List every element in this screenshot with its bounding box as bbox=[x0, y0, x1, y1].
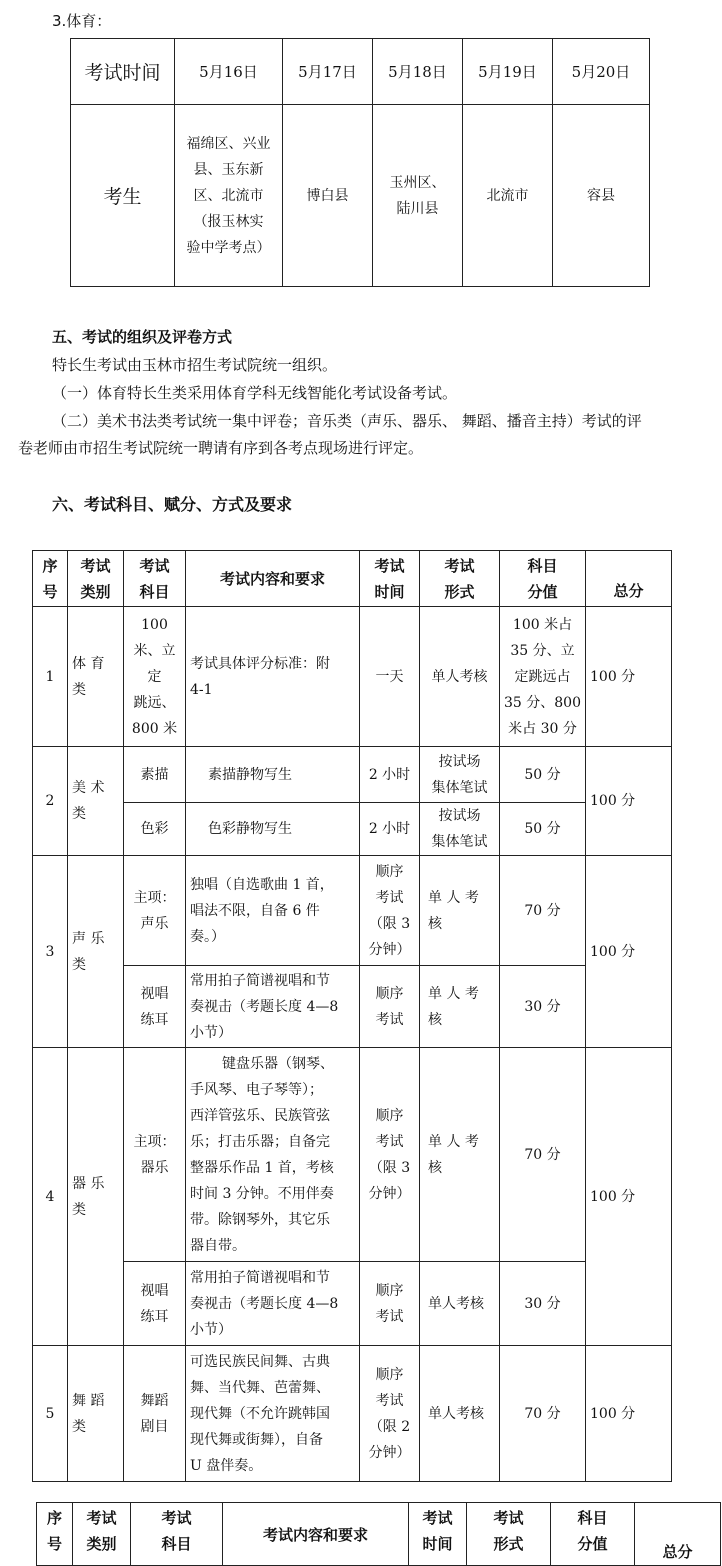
date-cell: 5月16日 bbox=[175, 39, 283, 105]
exam-subjects-table bbox=[32, 550, 672, 1482]
category-cell: 器 乐 类 bbox=[68, 1048, 124, 1346]
format-cell: 单 人 考 核 bbox=[420, 856, 500, 966]
region-cell: 北流市 bbox=[463, 105, 553, 287]
sports-exam-schedule-table bbox=[70, 38, 650, 287]
table-row bbox=[33, 803, 672, 856]
format-cell: 单 人 考 核 bbox=[420, 1048, 500, 1262]
time-cell: 2 小时 bbox=[360, 803, 420, 856]
header-time: 考试 时间 bbox=[409, 1503, 467, 1566]
section5-paragraph: （二）美术书法类考试统一集中评卷；音乐类（声乐、器乐、 舞蹈、播音主持）考试的评 bbox=[52, 412, 642, 430]
header-total: 总分 bbox=[586, 551, 672, 607]
section5-paragraph: 卷老师由市招生考试院统一聘请有序到各考点现场进行评定。 bbox=[18, 439, 424, 457]
score-cell: 50 分 bbox=[500, 803, 586, 856]
header-time: 考试 时间 bbox=[360, 551, 420, 607]
content-cell: 键盘乐器（钢琴、 手风琴、电子琴等）； 西洋管弦乐、民族管弦 乐；打击乐器；自备完 整器乐作品 1 首，考核 时间 3 分钟。不用伴奏 带。除钢琴外，其它乐 器自带。 bbox=[186, 1048, 360, 1262]
seq-cell: 2 bbox=[33, 747, 68, 856]
time-cell: 顺序 考试 （限 3 分钟） bbox=[360, 1048, 420, 1262]
next-page-table-header bbox=[36, 1502, 721, 1566]
total-cell: 100 分 bbox=[586, 607, 672, 747]
subject-cell: 100 米、立 定 跳远、 800 米 bbox=[124, 607, 186, 747]
format-cell: 单人考核 bbox=[420, 1346, 500, 1482]
total-cell: 100 分 bbox=[586, 1346, 672, 1482]
score-cell: 70 分 bbox=[500, 856, 586, 966]
content-cell: 常用拍子简谱视唱和节 奏视击（考题长度 4—8 小节） bbox=[186, 1262, 360, 1346]
format-cell: 单人考核 bbox=[420, 607, 500, 747]
table-row bbox=[33, 1346, 672, 1482]
format-cell: 按试场 集体笔试 bbox=[420, 747, 500, 803]
subject-cell: 色彩 bbox=[124, 803, 186, 856]
category-cell: 美 术 类 bbox=[68, 747, 124, 856]
header-subject: 考试 科目 bbox=[131, 1503, 223, 1566]
header-content: 考试内容和要求 bbox=[186, 551, 360, 607]
subject-cell: 视唱 练耳 bbox=[124, 1262, 186, 1346]
header-score: 科目 分值 bbox=[551, 1503, 635, 1566]
seq-cell: 5 bbox=[33, 1346, 68, 1482]
header-format: 考试 形式 bbox=[467, 1503, 551, 1566]
table-row bbox=[33, 966, 672, 1048]
format-cell: 单人考核 bbox=[420, 1262, 500, 1346]
header-score: 科目 分值 bbox=[500, 551, 586, 607]
format-cell: 按试场 集体笔试 bbox=[420, 803, 500, 856]
subject-cell: 素描 bbox=[124, 747, 186, 803]
section5-paragraph: （一）体育特长生类采用体育学科无线智能化考试设备考试。 bbox=[52, 384, 458, 402]
date-cell: 5月17日 bbox=[283, 39, 373, 105]
total-cell: 100 分 bbox=[586, 856, 672, 1048]
content-cell: 独唱（自选歌曲 1 首， 唱法不限，自备 6 件 奏。） bbox=[186, 856, 360, 966]
score-cell: 50 分 bbox=[500, 747, 586, 803]
examinee-header: 考生 bbox=[71, 105, 175, 287]
time-cell: 顺序 考试 bbox=[360, 1262, 420, 1346]
time-cell: 一天 bbox=[360, 607, 420, 747]
content-cell: 可选民族民间舞、古典 舞、当代舞、芭蕾舞、 现代舞（不允许跳韩国 现代舞或街舞），自备 U 盘伴奏。 bbox=[186, 1346, 360, 1482]
region-cell: 福绵区、兴业 县、玉东新 区、北流市 （报玉林实 验中学考点） bbox=[175, 105, 283, 287]
time-cell: 顺序 考试 bbox=[360, 966, 420, 1048]
date-cell: 5月20日 bbox=[553, 39, 650, 105]
subject-cell: 主项： 声乐 bbox=[124, 856, 186, 966]
score-cell: 30 分 bbox=[500, 966, 586, 1048]
content-cell: 素描静物写生 bbox=[186, 747, 360, 803]
score-cell: 30 分 bbox=[500, 1262, 586, 1346]
table-row bbox=[33, 856, 672, 966]
category-cell: 体 育 类 bbox=[68, 607, 124, 747]
header-content: 考试内容和要求 bbox=[223, 1503, 409, 1566]
time-cell: 顺序 考试 （限 3 分钟） bbox=[360, 856, 420, 966]
category-cell: 舞 蹈 类 bbox=[68, 1346, 124, 1482]
table-row bbox=[33, 607, 672, 747]
total-cell: 100 分 bbox=[586, 1048, 672, 1346]
seq-cell: 4 bbox=[33, 1048, 68, 1346]
section5-paragraph: 特长生考试由玉林市招生考试院统一组织。 bbox=[52, 356, 338, 374]
header-format: 考试 形式 bbox=[420, 551, 500, 607]
content-cell: 色彩静物写生 bbox=[186, 803, 360, 856]
region-cell: 玉州区、 陆川县 bbox=[373, 105, 463, 287]
total-cell: 100 分 bbox=[586, 747, 672, 856]
section6-title: 六、考试科目、赋分、方式及要求 bbox=[52, 495, 293, 514]
category-cell: 声 乐 类 bbox=[68, 856, 124, 1048]
section5-title: 五、考试的组织及评卷方式 bbox=[52, 328, 233, 346]
subject-cell: 主项： 器乐 bbox=[124, 1048, 186, 1262]
region-cell: 容县 bbox=[553, 105, 650, 287]
seq-cell: 1 bbox=[33, 607, 68, 747]
header-category: 考试 类别 bbox=[73, 1503, 131, 1566]
header-category: 考试 类别 bbox=[68, 551, 124, 607]
score-cell: 70 分 bbox=[500, 1048, 586, 1262]
time-cell: 顺序 考试 （限 2 分钟） bbox=[360, 1346, 420, 1482]
format-cell: 单 人 考 核 bbox=[420, 966, 500, 1048]
table-row bbox=[33, 747, 672, 803]
time-cell: 2 小时 bbox=[360, 747, 420, 803]
seq-cell: 3 bbox=[33, 856, 68, 1048]
exam-time-header: 考试时间 bbox=[71, 39, 175, 105]
subject-cell: 视唱 练耳 bbox=[124, 966, 186, 1048]
subject-cell: 舞蹈 剧目 bbox=[124, 1346, 186, 1482]
table-row bbox=[33, 1048, 672, 1262]
header-seq: 序 号 bbox=[37, 1503, 73, 1566]
content-cell: 考试具体评分标准：附 4-1 bbox=[186, 607, 360, 747]
score-cell: 70 分 bbox=[500, 1346, 586, 1482]
header-total: 总分 bbox=[635, 1503, 721, 1566]
region-cell: 博白县 bbox=[283, 105, 373, 287]
header-seq: 序 号 bbox=[33, 551, 68, 607]
content-cell: 常用拍子简谱视唱和节 奏视击（考题长度 4—8 小节） bbox=[186, 966, 360, 1048]
date-cell: 5月18日 bbox=[373, 39, 463, 105]
table-row bbox=[33, 1262, 672, 1346]
score-cell: 100 米占 35 分、立 定跳远占 35 分、800 米占 30 分 bbox=[500, 607, 586, 747]
header-subject: 考试 科目 bbox=[124, 551, 186, 607]
section3-label: 3.体育： bbox=[52, 12, 112, 30]
date-cell: 5月19日 bbox=[463, 39, 553, 105]
